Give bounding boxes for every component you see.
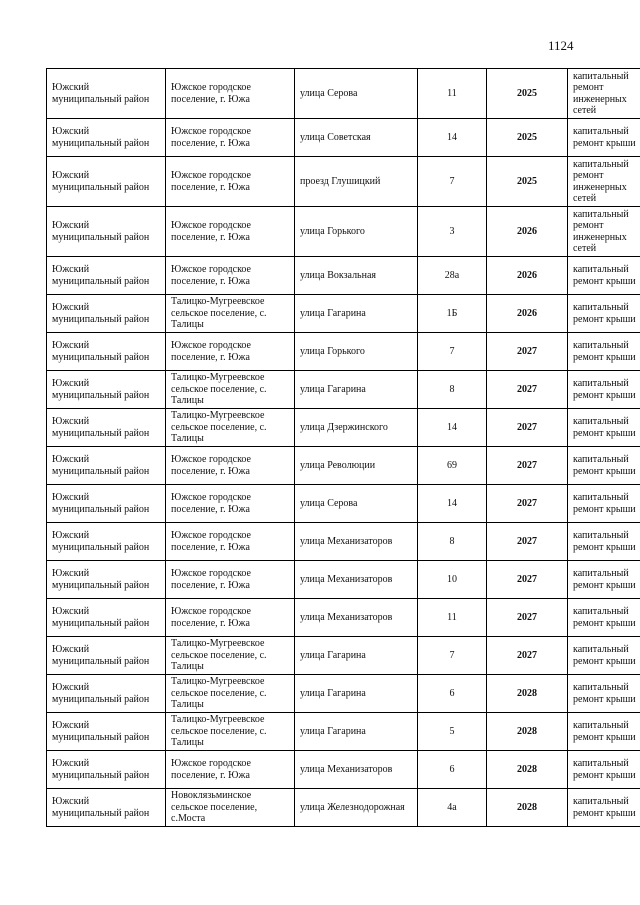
- table-row: [47, 599, 640, 637]
- house-number-cell: 14: [418, 119, 487, 157]
- house-number-cell: 7: [418, 333, 487, 371]
- year-cell: 2027: [487, 561, 568, 599]
- work-type-cell: капитальный ремонт крыши: [568, 371, 640, 409]
- settlement-cell: Южское городское поселение, г. Южа: [166, 207, 295, 257]
- repair-schedule-table: [46, 68, 640, 827]
- house-number-cell: 1Б: [418, 295, 487, 333]
- work-type-cell: капитальный ремонт инженерных сетей: [568, 69, 640, 119]
- year-cell: 2027: [487, 523, 568, 561]
- year-cell: 2028: [487, 751, 568, 789]
- work-type-cell: капитальный ремонт крыши: [568, 675, 640, 713]
- street-cell: улица Серова: [295, 485, 418, 523]
- year-cell: 2026: [487, 207, 568, 257]
- district-cell: Южский муниципальный район: [47, 257, 166, 295]
- street-cell: улица Серова: [295, 69, 418, 119]
- house-number-cell: 8: [418, 371, 487, 409]
- street-cell: улица Вокзальная: [295, 257, 418, 295]
- work-type-cell: капитальный ремонт крыши: [568, 333, 640, 371]
- street-cell: улица Механизаторов: [295, 523, 418, 561]
- district-cell: Южский муниципальный район: [47, 447, 166, 485]
- settlement-cell: Новоклязьминское сельское поселение, с.Моста: [166, 789, 295, 827]
- district-cell: Южский муниципальный район: [47, 295, 166, 333]
- settlement-cell: Южское городское поселение, г. Южа: [166, 599, 295, 637]
- street-cell: улица Гагарина: [295, 675, 418, 713]
- year-cell: 2027: [487, 599, 568, 637]
- year-cell: 2028: [487, 675, 568, 713]
- table-row: [47, 485, 640, 523]
- district-cell: Южский муниципальный район: [47, 713, 166, 751]
- table-row: [47, 207, 640, 257]
- table-row: [47, 675, 640, 713]
- street-cell: улица Революции: [295, 447, 418, 485]
- table-row: [47, 69, 640, 119]
- district-cell: Южский муниципальный район: [47, 751, 166, 789]
- settlement-cell: Южское городское поселение, г. Южа: [166, 751, 295, 789]
- house-number-cell: 11: [418, 599, 487, 637]
- district-cell: Южский муниципальный район: [47, 207, 166, 257]
- table-row: [47, 333, 640, 371]
- work-type-cell: капитальный ремонт крыши: [568, 599, 640, 637]
- year-cell: 2025: [487, 157, 568, 207]
- district-cell: Южский муниципальный район: [47, 69, 166, 119]
- table-body: [47, 69, 640, 827]
- work-type-cell: капитальный ремонт крыши: [568, 295, 640, 333]
- district-cell: Южский муниципальный район: [47, 561, 166, 599]
- house-number-cell: 28а: [418, 257, 487, 295]
- house-number-cell: 7: [418, 157, 487, 207]
- table-row: [47, 157, 640, 207]
- work-type-cell: капитальный ремонт крыши: [568, 751, 640, 789]
- house-number-cell: 14: [418, 409, 487, 447]
- district-cell: Южский муниципальный район: [47, 523, 166, 561]
- district-cell: Южский муниципальный район: [47, 789, 166, 827]
- year-cell: 2027: [487, 447, 568, 485]
- house-number-cell: 69: [418, 447, 487, 485]
- table-row: [47, 637, 640, 675]
- work-type-cell: капитальный ремонт инженерных сетей: [568, 157, 640, 207]
- settlement-cell: Талицко-Мугреевское сельское поселение, с. Талицы: [166, 637, 295, 675]
- settlement-cell: Южское городское поселение, г. Южа: [166, 119, 295, 157]
- year-cell: 2025: [487, 119, 568, 157]
- work-type-cell: капитальный ремонт крыши: [568, 789, 640, 827]
- street-cell: улица Механизаторов: [295, 599, 418, 637]
- year-cell: 2027: [487, 333, 568, 371]
- street-cell: улица Дзержинского: [295, 409, 418, 447]
- year-cell: 2025: [487, 69, 568, 119]
- work-type-cell: капитальный ремонт крыши: [568, 447, 640, 485]
- district-cell: Южский муниципальный район: [47, 333, 166, 371]
- district-cell: Южский муниципальный район: [47, 485, 166, 523]
- house-number-cell: 7: [418, 637, 487, 675]
- street-cell: улица Гагарина: [295, 295, 418, 333]
- house-number-cell: 3: [418, 207, 487, 257]
- district-cell: Южский муниципальный район: [47, 371, 166, 409]
- table-row: [47, 447, 640, 485]
- settlement-cell: Талицко-Мугреевское сельское поселение, с. Талицы: [166, 371, 295, 409]
- work-type-cell: капитальный ремонт крыши: [568, 119, 640, 157]
- year-cell: 2028: [487, 789, 568, 827]
- street-cell: улица Механизаторов: [295, 751, 418, 789]
- work-type-cell: капитальный ремонт крыши: [568, 257, 640, 295]
- settlement-cell: Южское городское поселение, г. Южа: [166, 157, 295, 207]
- district-cell: Южский муниципальный район: [47, 599, 166, 637]
- settlement-cell: Талицко-Мугреевское сельское поселение, с. Талицы: [166, 295, 295, 333]
- district-cell: Южский муниципальный район: [47, 637, 166, 675]
- street-cell: улица Механизаторов: [295, 561, 418, 599]
- house-number-cell: 14: [418, 485, 487, 523]
- settlement-cell: Южское городское поселение, г. Южа: [166, 69, 295, 119]
- house-number-cell: 8: [418, 523, 487, 561]
- settlement-cell: Талицко-Мугреевское сельское поселение, с. Талицы: [166, 675, 295, 713]
- settlement-cell: Южское городское поселение, г. Южа: [166, 523, 295, 561]
- district-cell: Южский муниципальный район: [47, 675, 166, 713]
- settlement-cell: Талицко-Мугреевское сельское поселение, с. Талицы: [166, 409, 295, 447]
- table-row: [47, 409, 640, 447]
- work-type-cell: капитальный ремонт крыши: [568, 561, 640, 599]
- house-number-cell: 10: [418, 561, 487, 599]
- year-cell: 2026: [487, 257, 568, 295]
- work-type-cell: капитальный ремонт крыши: [568, 523, 640, 561]
- work-type-cell: капитальный ремонт инженерных сетей: [568, 207, 640, 257]
- house-number-cell: 5: [418, 713, 487, 751]
- district-cell: Южский муниципальный район: [47, 157, 166, 207]
- table-row: [47, 561, 640, 599]
- district-cell: Южский муниципальный район: [47, 409, 166, 447]
- house-number-cell: 6: [418, 675, 487, 713]
- street-cell: улица Горького: [295, 333, 418, 371]
- settlement-cell: Южское городское поселение, г. Южа: [166, 447, 295, 485]
- year-cell: 2027: [487, 485, 568, 523]
- district-cell: Южский муниципальный район: [47, 119, 166, 157]
- street-cell: улица Советская: [295, 119, 418, 157]
- table-row: [47, 789, 640, 827]
- settlement-cell: Южское городское поселение, г. Южа: [166, 485, 295, 523]
- table-row: [47, 295, 640, 333]
- year-cell: 2027: [487, 371, 568, 409]
- settlement-cell: Южское городское поселение, г. Южа: [166, 333, 295, 371]
- year-cell: 2028: [487, 713, 568, 751]
- work-type-cell: капитальный ремонт крыши: [568, 637, 640, 675]
- street-cell: улица Гагарина: [295, 713, 418, 751]
- year-cell: 2027: [487, 637, 568, 675]
- table-row: [47, 119, 640, 157]
- table-row: [47, 523, 640, 561]
- street-cell: улица Гагарина: [295, 371, 418, 409]
- settlement-cell: Талицко-Мугреевское сельское поселение, с. Талицы: [166, 713, 295, 751]
- street-cell: улица Железнодорожная: [295, 789, 418, 827]
- house-number-cell: 6: [418, 751, 487, 789]
- street-cell: улица Гагарина: [295, 637, 418, 675]
- street-cell: проезд Глушицкий: [295, 157, 418, 207]
- work-type-cell: капитальный ремонт крыши: [568, 713, 640, 751]
- settlement-cell: Южское городское поселение, г. Южа: [166, 561, 295, 599]
- table-row: [47, 751, 640, 789]
- table-row: [47, 257, 640, 295]
- work-type-cell: капитальный ремонт крыши: [568, 485, 640, 523]
- table-row: [47, 371, 640, 409]
- year-cell: 2026: [487, 295, 568, 333]
- year-cell: 2027: [487, 409, 568, 447]
- work-type-cell: капитальный ремонт крыши: [568, 409, 640, 447]
- house-number-cell: 11: [418, 69, 487, 119]
- street-cell: улица Горького: [295, 207, 418, 257]
- house-number-cell: 4а: [418, 789, 487, 827]
- page-number: 1124: [548, 38, 574, 53]
- table-row: [47, 713, 640, 751]
- settlement-cell: Южское городское поселение, г. Южа: [166, 257, 295, 295]
